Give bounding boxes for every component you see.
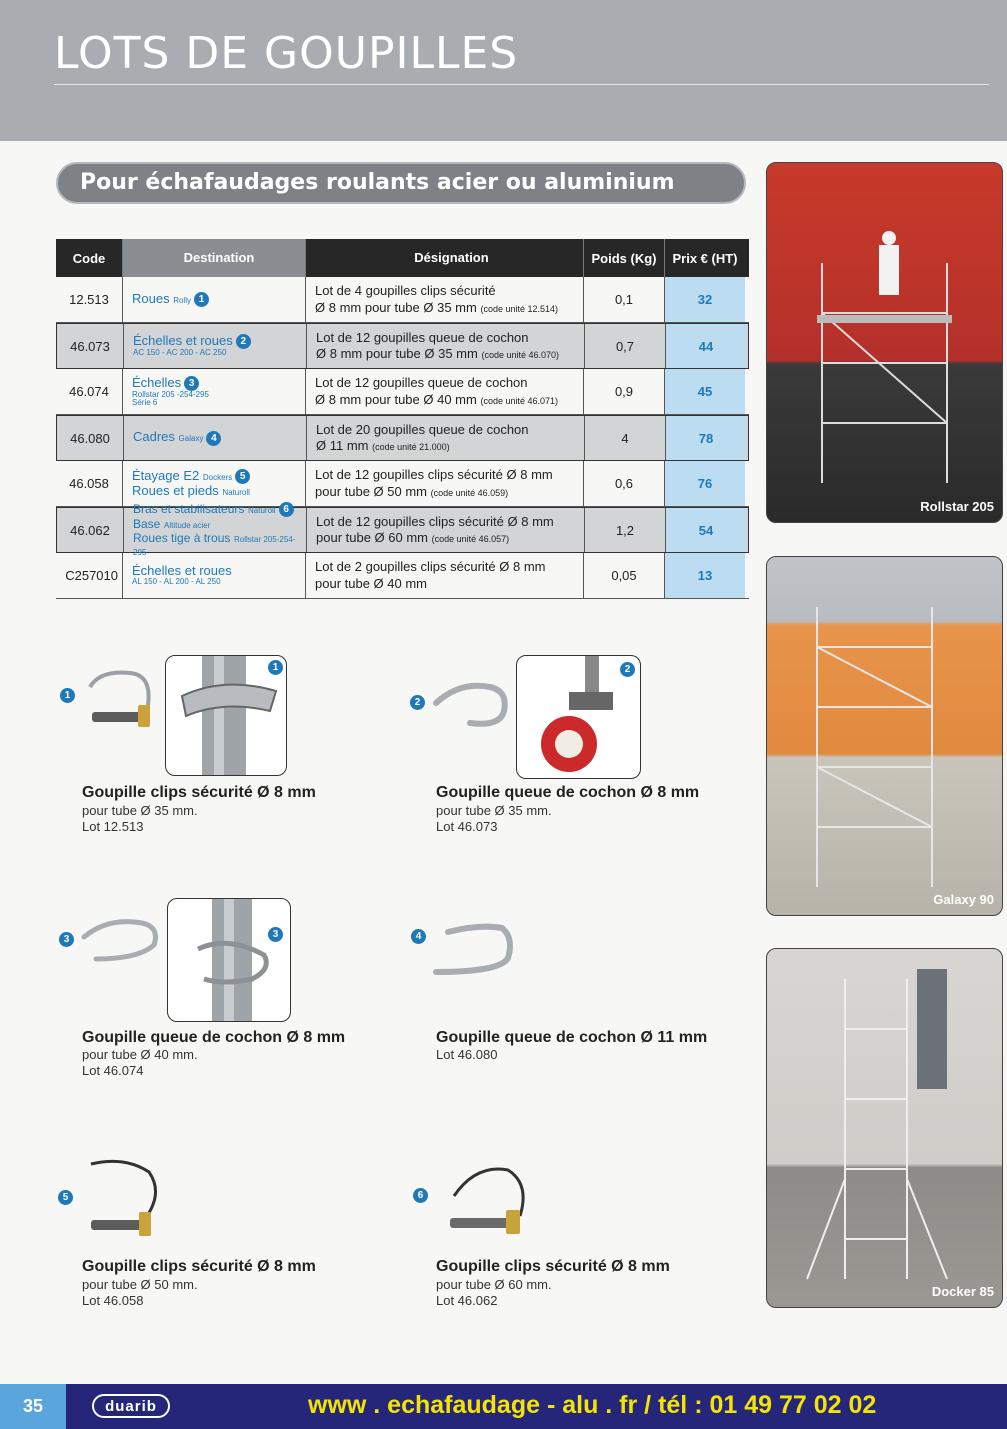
dest-brand-3: Rollstar 205-254-295 bbox=[133, 534, 296, 558]
designation-line2: Ø 8 mm pour tube Ø 35 mm bbox=[315, 299, 477, 315]
dest-sub: Rollstar 205 -254-295 bbox=[132, 389, 209, 399]
product-badge: 6 bbox=[413, 1188, 428, 1203]
row-designation bbox=[306, 369, 584, 414]
dest-brand-2: Altitude acier bbox=[163, 521, 211, 531]
dest-brand-2: Naturoll bbox=[222, 488, 250, 498]
photo-badge: 1 bbox=[268, 660, 283, 675]
product-photo bbox=[165, 655, 287, 776]
row-poids: 0,6 bbox=[584, 461, 665, 506]
row-code: 12.513 bbox=[56, 277, 123, 322]
product-title: Goupille clips sécurité Ø 8 mm bbox=[82, 784, 316, 801]
dest-sub: AL 150 - AL 200 - AL 250 bbox=[132, 577, 221, 587]
dest-main: Étayage E2 bbox=[132, 468, 200, 484]
designation-line2: Ø 11 mm bbox=[316, 438, 369, 453]
designation-line1: Lot de 4 goupilles clips sécurité bbox=[315, 283, 496, 299]
product-title: Goupille clips sécurité Ø 8 mm bbox=[436, 1258, 670, 1275]
row-prix: 45 bbox=[665, 369, 745, 414]
product-badge: 5 bbox=[58, 1190, 73, 1205]
row-code: 46.058 bbox=[56, 461, 123, 506]
photo-caption: Rollstar 205 bbox=[920, 499, 994, 514]
dest-main: Cadres bbox=[133, 429, 175, 445]
unit-code: (code unité 46.057) bbox=[431, 534, 510, 544]
designation-line1: Lot de 20 goupilles queue de cochon bbox=[316, 421, 529, 437]
unit-code: (code unité 46.059) bbox=[430, 487, 509, 498]
dest-brand: Galaxy bbox=[178, 434, 204, 444]
row-code: C257010 bbox=[56, 553, 123, 598]
pigtail-pin-icon bbox=[430, 675, 512, 735]
section-banner bbox=[56, 162, 746, 204]
dest-num-badge: 3 bbox=[184, 376, 199, 391]
pigtail-pin-icon bbox=[430, 918, 520, 978]
table-row bbox=[56, 461, 749, 507]
row-poids: 4 bbox=[585, 416, 666, 460]
table-row bbox=[56, 369, 749, 415]
product-badge: 3 bbox=[59, 932, 74, 947]
product-photo bbox=[516, 655, 641, 779]
row-designation bbox=[306, 553, 584, 598]
scaffold-photo-galaxy bbox=[766, 556, 1003, 916]
scaffold-photo-rollstar bbox=[766, 162, 1003, 523]
product-badge: 4 bbox=[411, 929, 426, 944]
designation-line2: pour tube Ø 60 mm bbox=[316, 530, 428, 545]
table-row bbox=[56, 277, 749, 323]
row-designation bbox=[306, 277, 584, 322]
product-title: Goupille queue de cochon Ø 11 mm bbox=[436, 1029, 708, 1046]
row-designation bbox=[307, 324, 585, 368]
product-line2: Lot 46.062 bbox=[436, 1293, 498, 1308]
designation-line1: Lot de 12 goupilles queue de cochon bbox=[315, 375, 528, 391]
row-destination bbox=[123, 461, 306, 506]
section-title: Pour échafaudages roulants acier ou aluminium bbox=[80, 170, 675, 195]
row-designation bbox=[307, 508, 585, 552]
dest-num-badge: 2 bbox=[236, 334, 251, 349]
row-prix: 44 bbox=[666, 324, 746, 368]
pigtail-pin-icon bbox=[78, 915, 163, 970]
dest-num-badge: 1 bbox=[194, 292, 209, 307]
dest-main: Roues bbox=[132, 290, 170, 306]
row-destination bbox=[124, 324, 307, 368]
product-line1: pour tube Ø 35 mm. bbox=[436, 803, 552, 818]
dest-main: Échelles bbox=[132, 374, 182, 390]
header-code: Code bbox=[56, 239, 123, 277]
product-badge: 1 bbox=[60, 688, 75, 703]
table-row bbox=[56, 502, 749, 558]
dest-main: Échelles et roues bbox=[133, 333, 233, 349]
header-rule bbox=[54, 84, 989, 85]
header-designation: Désignation bbox=[306, 239, 584, 277]
product-line2: Lot 12.513 bbox=[82, 819, 144, 834]
row-destination bbox=[123, 277, 306, 322]
designation-line2: pour tube Ø 40 mm bbox=[315, 575, 427, 591]
designation-line1: Lot de 12 goupilles queue de cochon bbox=[316, 329, 529, 345]
product-line1: pour tube Ø 35 mm. bbox=[82, 803, 198, 818]
row-destination bbox=[123, 553, 306, 598]
row-code: 46.080 bbox=[57, 416, 124, 460]
clip-pin-icon bbox=[85, 1158, 165, 1243]
row-poids: 1,2 bbox=[585, 508, 666, 552]
photo-caption: Docker 85 bbox=[931, 1284, 994, 1299]
row-poids: 0,7 bbox=[585, 324, 666, 368]
row-poids: 0,05 bbox=[584, 553, 665, 598]
price-table bbox=[56, 239, 749, 599]
product-line1: pour tube Ø 50 mm. bbox=[82, 1277, 198, 1292]
header-destination: Destination bbox=[123, 239, 306, 277]
row-code: 46.062 bbox=[57, 508, 124, 552]
dest-main-2: Base bbox=[133, 517, 161, 532]
product-title: Goupille clips sécurité Ø 8 mm bbox=[82, 1258, 316, 1275]
product-photo bbox=[167, 898, 291, 1022]
row-code: 46.074 bbox=[56, 369, 123, 414]
designation-line1: Lot de 12 goupilles clips sécurité Ø 8 mm bbox=[316, 513, 554, 529]
product-line1: pour tube Ø 40 mm. bbox=[82, 1047, 198, 1062]
product-badge: 2 bbox=[410, 695, 425, 710]
dest-num-badge: 6 bbox=[279, 502, 294, 517]
product-line2: Lot 46.074 bbox=[82, 1063, 144, 1078]
row-prix: 13 bbox=[665, 553, 745, 598]
table-row bbox=[56, 323, 749, 369]
product-line1: pour tube Ø 60 mm. bbox=[436, 1277, 552, 1292]
dest-main: Bras et stabilisateurs bbox=[133, 502, 245, 517]
row-prix: 76 bbox=[665, 461, 745, 506]
dest-main-3: Roues tige à trous bbox=[133, 530, 231, 545]
product-title: Goupille queue de cochon Ø 8 mm bbox=[436, 784, 700, 801]
row-destination bbox=[124, 502, 307, 558]
dest-main: Échelles et roues bbox=[132, 563, 232, 579]
row-prix: 54 bbox=[666, 508, 746, 552]
designation-line1: Lot de 2 goupilles clips sécurité Ø 8 mm bbox=[315, 559, 546, 575]
unit-code: (code unité 12.514) bbox=[480, 303, 559, 314]
row-poids: 0,9 bbox=[584, 369, 665, 414]
dest-sub: AC 150 - AC 200 - AC 250 bbox=[133, 348, 227, 358]
footer-contact[interactable]: www . echafaudage - alu . fr / tél : 01 49 77 02 02 bbox=[308, 1391, 877, 1419]
designation-line2: pour tube Ø 50 mm bbox=[315, 483, 427, 499]
designation-line1: Lot de 12 goupilles clips sécurité Ø 8 mm bbox=[315, 467, 553, 483]
product-line1: Lot 46.080 bbox=[436, 1047, 498, 1062]
unit-code: (code unité 46.070) bbox=[481, 350, 560, 360]
unit-code: (code unité 21.000) bbox=[372, 442, 450, 452]
brand-logo: duarib bbox=[92, 1394, 170, 1418]
table-row bbox=[56, 415, 749, 461]
designation-line2: Ø 8 mm pour tube Ø 35 mm bbox=[316, 346, 478, 361]
dest-brand: Naturoll bbox=[248, 506, 276, 516]
scaffold-photo-docker bbox=[766, 948, 1003, 1308]
dest-num-badge: 4 bbox=[206, 431, 221, 446]
row-prix: 78 bbox=[666, 416, 746, 460]
row-designation bbox=[307, 416, 585, 460]
product-title: Goupille queue de cochon Ø 8 mm bbox=[82, 1029, 346, 1046]
dest-main-2: Roues et pieds bbox=[132, 483, 219, 499]
unit-code: (code unité 46.071) bbox=[480, 395, 559, 406]
footer bbox=[0, 1384, 1007, 1429]
clip-pin-icon bbox=[440, 1160, 532, 1240]
table-header bbox=[56, 239, 749, 277]
dest-brand: Rolly bbox=[173, 295, 191, 305]
dest-brand: Dockers bbox=[202, 473, 233, 483]
row-designation bbox=[306, 461, 584, 506]
photo-badge: 2 bbox=[620, 662, 635, 677]
header-poids: Poids (Kg) bbox=[584, 239, 665, 277]
row-code: 46.073 bbox=[57, 324, 124, 368]
product-line2: Lot 46.058 bbox=[82, 1293, 144, 1308]
page-title: LOTS DE GOUPILLES bbox=[54, 28, 519, 79]
designation-line2: Ø 8 mm pour tube Ø 40 mm bbox=[315, 391, 477, 407]
row-destination bbox=[124, 416, 307, 460]
photo-caption: Galaxy 90 bbox=[933, 892, 994, 907]
photo-badge: 3 bbox=[268, 927, 283, 942]
table-row bbox=[56, 553, 749, 599]
dest-num-badge: 5 bbox=[235, 469, 250, 484]
dest-sub2: Série 6 bbox=[132, 398, 158, 408]
row-poids: 0,1 bbox=[584, 277, 665, 322]
page-number: 35 bbox=[0, 1384, 66, 1429]
row-prix: 32 bbox=[665, 277, 745, 322]
product-line2: Lot 46.073 bbox=[436, 819, 498, 834]
row-destination bbox=[123, 369, 306, 414]
clip-pin-icon bbox=[80, 665, 160, 735]
header-prix: Prix € (HT) bbox=[665, 239, 745, 277]
